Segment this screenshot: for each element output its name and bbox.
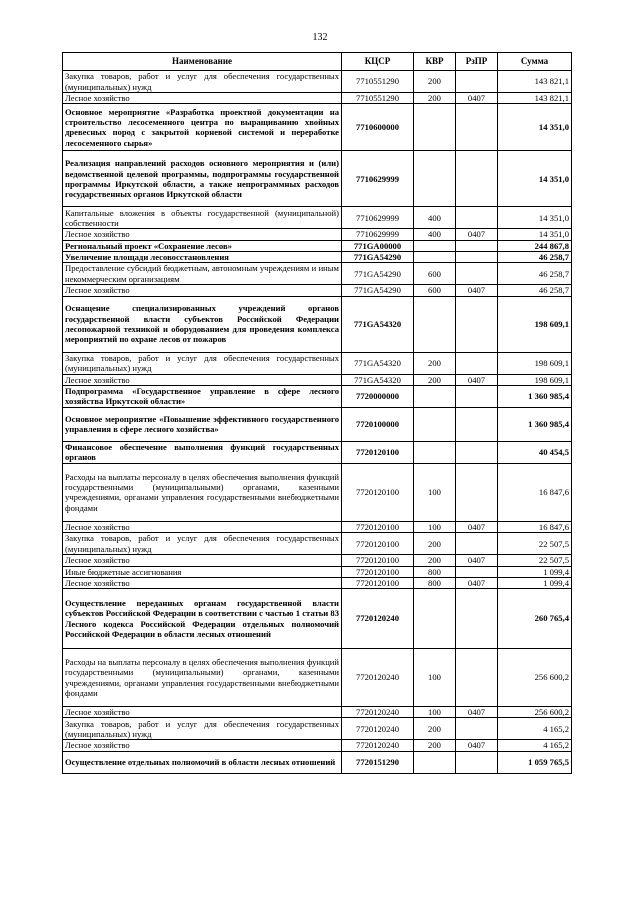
cell-kcsr: 7720120240 [342, 589, 414, 649]
cell-sum: 14 351,0 [498, 229, 572, 240]
cell-rzpr [456, 151, 498, 207]
table-row [63, 533, 572, 555]
cell-rzpr [456, 263, 498, 285]
table-row [63, 441, 572, 463]
cell-rzpr [456, 751, 498, 773]
cell-kcsr: 7710551290 [342, 71, 414, 93]
table-row [63, 463, 572, 521]
cell-kvr [414, 240, 456, 251]
table-row [63, 240, 572, 251]
table-row [63, 407, 572, 441]
cell-name: Региональный проект «Сохранение лесов» [63, 240, 342, 251]
cell-kcsr: 771GA54290 [342, 263, 414, 285]
cell-rzpr: 0407 [456, 577, 498, 588]
cell-name: Увеличение площади лесовосстановления [63, 251, 342, 262]
cell-rzpr [456, 463, 498, 521]
cell-kcsr: 7720120100 [342, 521, 414, 532]
cell-rzpr [456, 589, 498, 649]
cell-name: Подпрограмма «Государственное управление в сфере лесного хозяйства Иркутской области» [63, 385, 342, 407]
cell-sum: 1 099,4 [498, 566, 572, 577]
table-row [63, 296, 572, 352]
cell-name: Капитальные вложения в объекты государственной (муниципальной) собственности [63, 207, 342, 229]
cell-kvr: 200 [414, 740, 456, 751]
cell-rzpr: 0407 [456, 229, 498, 240]
cell-sum: 143 821,1 [498, 71, 572, 93]
cell-kvr: 600 [414, 285, 456, 296]
cell-sum: 4 165,2 [498, 740, 572, 751]
cell-sum: 14 351,0 [498, 207, 572, 229]
cell-rzpr [456, 533, 498, 555]
cell-rzpr [456, 566, 498, 577]
cell-kcsr: 7710551290 [342, 93, 414, 104]
table-row [63, 251, 572, 262]
cell-kcsr: 7710629999 [342, 151, 414, 207]
cell-rzpr [456, 649, 498, 707]
cell-name: Лесное хозяйство [63, 229, 342, 240]
cell-kcsr: 7720120240 [342, 649, 414, 707]
cell-name: Лесное хозяйство [63, 374, 342, 385]
cell-name: Закупка товаров, работ и услуг для обеспечения государственных (муниципальных) нужд [63, 533, 342, 555]
cell-rzpr [456, 71, 498, 93]
cell-kcsr: 771GA54320 [342, 374, 414, 385]
cell-sum: 46 258,7 [498, 251, 572, 262]
table-row [63, 385, 572, 407]
cell-kvr [414, 407, 456, 441]
cell-kvr: 200 [414, 352, 456, 374]
cell-kvr: 200 [414, 71, 456, 93]
table-row [63, 263, 572, 285]
header-kvr: КВР [414, 53, 456, 71]
table-row [63, 707, 572, 718]
table-row [63, 751, 572, 773]
table-row [63, 352, 572, 374]
cell-rzpr [456, 104, 498, 151]
table-row [63, 555, 572, 566]
header-kcsr: КЦСР [342, 53, 414, 71]
table-row [63, 285, 572, 296]
table-row [63, 718, 572, 740]
cell-sum: 22 507,5 [498, 555, 572, 566]
cell-kvr: 400 [414, 207, 456, 229]
table-row [63, 649, 572, 707]
cell-name: Лесное хозяйство [63, 577, 342, 588]
cell-kcsr: 7720120100 [342, 555, 414, 566]
cell-sum: 16 847,6 [498, 463, 572, 521]
budget-table [62, 52, 572, 774]
cell-rzpr: 0407 [456, 285, 498, 296]
cell-name: Осуществление переданных органам государственной власти субъектов Российской Федерации в соответствии с частью 1 статьи 83 Лесного кодекса Российской Федерации отдельных полномочий Российской Федерации в области лесных отношений [63, 589, 342, 649]
cell-sum: 1 059 765,5 [498, 751, 572, 773]
cell-name: Оснащение специализированных учреждений органов государственной власти субъектов Российской Федерации лесопожарной техникой и оборудованием для проведения комплекса мероприятий по охране лесов от пожаров [63, 296, 342, 352]
cell-kcsr: 7720120100 [342, 463, 414, 521]
cell-sum: 260 765,4 [498, 589, 572, 649]
cell-kcsr: 7720100000 [342, 407, 414, 441]
cell-kcsr: 7710600000 [342, 104, 414, 151]
cell-rzpr [456, 407, 498, 441]
cell-kvr [414, 251, 456, 262]
cell-kvr: 200 [414, 555, 456, 566]
cell-kcsr: 7720120240 [342, 740, 414, 751]
cell-name: Лесное хозяйство [63, 740, 342, 751]
table-row [63, 589, 572, 649]
table-row [63, 207, 572, 229]
cell-kvr: 100 [414, 649, 456, 707]
table-row [63, 577, 572, 588]
cell-kvr: 100 [414, 463, 456, 521]
cell-name: Основное мероприятие «Повышение эффективного государственного управления в сфере лесного хозяйства» [63, 407, 342, 441]
cell-kvr [414, 296, 456, 352]
header-rzpr: РзПР [456, 53, 498, 71]
table-row [63, 93, 572, 104]
cell-sum: 14 351,0 [498, 104, 572, 151]
cell-kvr: 800 [414, 577, 456, 588]
cell-kvr: 200 [414, 93, 456, 104]
cell-name: Лесное хозяйство [63, 285, 342, 296]
cell-kcsr: 7720120240 [342, 718, 414, 740]
cell-kvr [414, 589, 456, 649]
cell-kvr: 200 [414, 718, 456, 740]
cell-kvr: 200 [414, 533, 456, 555]
cell-kvr [414, 441, 456, 463]
cell-kvr [414, 104, 456, 151]
cell-name: Лесное хозяйство [63, 707, 342, 718]
cell-kvr: 400 [414, 229, 456, 240]
table-row [63, 104, 572, 151]
table-row [63, 521, 572, 532]
cell-kvr: 200 [414, 374, 456, 385]
cell-name: Лесное хозяйство [63, 555, 342, 566]
table-row [63, 71, 572, 93]
cell-sum: 46 258,7 [498, 263, 572, 285]
cell-name: Расходы на выплаты персоналу в целях обеспечения выполнения функций государственными (муниципальными) органами, казенными учреждениями, органами управления государственными внебюджетными фондами [63, 649, 342, 707]
cell-kcsr: 7710629999 [342, 229, 414, 240]
cell-kvr [414, 151, 456, 207]
cell-name: Финансовое обеспечение выполнения функций государственных органов [63, 441, 342, 463]
cell-kvr: 100 [414, 521, 456, 532]
cell-sum: 143 821,1 [498, 93, 572, 104]
cell-sum: 1 099,4 [498, 577, 572, 588]
cell-rzpr [456, 251, 498, 262]
cell-name: Закупка товаров, работ и услуг для обеспечения государственных (муниципальных) нужд [63, 71, 342, 93]
cell-rzpr: 0407 [456, 707, 498, 718]
cell-rzpr: 0407 [456, 740, 498, 751]
cell-kcsr: 7720120100 [342, 533, 414, 555]
cell-sum: 14 351,0 [498, 151, 572, 207]
cell-name: Осуществление отдельных полномочий в области лесных отношений [63, 751, 342, 773]
cell-name: Закупка товаров, работ и услуг для обеспечения государственных (муниципальных) нужд [63, 718, 342, 740]
cell-kcsr: 771GA54320 [342, 296, 414, 352]
cell-name: Иные бюджетные ассигнования [63, 566, 342, 577]
cell-kcsr: 7720000000 [342, 385, 414, 407]
cell-kvr: 100 [414, 707, 456, 718]
header-name: Наименование [63, 53, 342, 71]
cell-kcsr: 7720120100 [342, 441, 414, 463]
cell-kcsr: 7710629999 [342, 207, 414, 229]
cell-rzpr [456, 718, 498, 740]
cell-rzpr [456, 296, 498, 352]
cell-name: Основное мероприятие «Разработка проектной документации на строительство лесосеменного центра по выращиванию хвойных древесных пород с закрытой корневой системой и переработке лесосеменного сырья» [63, 104, 342, 151]
cell-rzpr [456, 240, 498, 251]
cell-sum: 4 165,2 [498, 718, 572, 740]
cell-sum: 198 609,1 [498, 374, 572, 385]
cell-kvr: 800 [414, 566, 456, 577]
cell-sum: 40 454,5 [498, 441, 572, 463]
cell-sum: 198 609,1 [498, 352, 572, 374]
cell-rzpr [456, 385, 498, 407]
cell-name: Закупка товаров, работ и услуг для обеспечения государственных (муниципальных) нужд [63, 352, 342, 374]
cell-kcsr: 771GA54290 [342, 285, 414, 296]
cell-rzpr: 0407 [456, 93, 498, 104]
cell-name: Расходы на выплаты персоналу в целях обеспечения выполнения функций государственными (муниципальными) органами, казенными учреждениями, органами управления государственными внебюджетными фондами [63, 463, 342, 521]
cell-name: Лесное хозяйство [63, 521, 342, 532]
header-sum: Сумма [498, 53, 572, 71]
cell-kcsr: 7720120240 [342, 707, 414, 718]
cell-name: Предоставление субсидий бюджетным, автономным учреждениям и иным некоммерческим организациям [63, 263, 342, 285]
table-row [63, 566, 572, 577]
cell-name: Лесное хозяйство [63, 93, 342, 104]
table-row [63, 229, 572, 240]
cell-kvr: 600 [414, 263, 456, 285]
cell-sum: 16 847,6 [498, 521, 572, 532]
cell-kcsr: 7720151290 [342, 751, 414, 773]
cell-kcsr: 771GA00000 [342, 240, 414, 251]
cell-rzpr [456, 441, 498, 463]
table-row [63, 151, 572, 207]
cell-kvr [414, 751, 456, 773]
cell-sum: 198 609,1 [498, 296, 572, 352]
cell-kcsr: 771GA54290 [342, 251, 414, 262]
cell-sum: 256 600,2 [498, 707, 572, 718]
cell-name: Реализация направлений расходов основного мероприятия и (или) ведомственной целевой программы, подпрограммы государственной программы Иркутской области, а также непрограммных расходов государственных органов Иркутской области [63, 151, 342, 207]
table-row [63, 374, 572, 385]
cell-kcsr: 7720120100 [342, 577, 414, 588]
page-number: 132 [312, 32, 328, 43]
cell-sum: 1 360 985,4 [498, 385, 572, 407]
cell-sum: 256 600,2 [498, 649, 572, 707]
cell-sum: 1 360 985,4 [498, 407, 572, 441]
cell-kcsr: 771GA54320 [342, 352, 414, 374]
table-row [63, 740, 572, 751]
table-header-row [63, 53, 572, 71]
cell-kvr [414, 385, 456, 407]
cell-rzpr: 0407 [456, 555, 498, 566]
cell-sum: 22 507,5 [498, 533, 572, 555]
cell-rzpr: 0407 [456, 521, 498, 532]
cell-rzpr [456, 207, 498, 229]
cell-sum: 46 258,7 [498, 285, 572, 296]
cell-kcsr: 7720120100 [342, 566, 414, 577]
cell-rzpr [456, 352, 498, 374]
cell-sum: 244 867,8 [498, 240, 572, 251]
cell-rzpr: 0407 [456, 374, 498, 385]
